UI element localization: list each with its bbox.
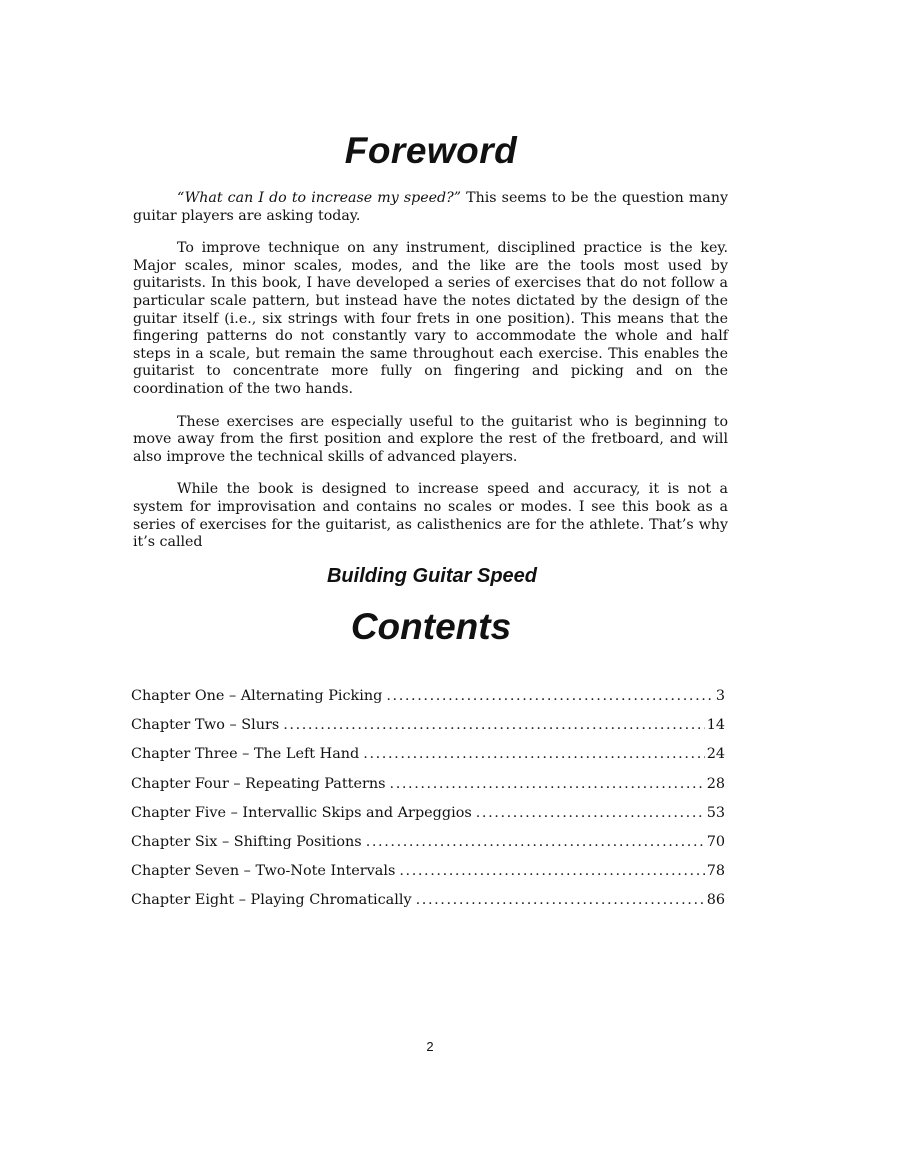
toc-leader-dots: [366, 834, 705, 850]
foreword-paragraph-4: While the book is designed to increase speed and accuracy, it is not a system for improvisation and contains no scales or modes. I see this book as a series of exercises for the guitarist, as calisthenics are for the athlete. That’s why it’s called: [133, 481, 728, 551]
toc-entry-label: Chapter Seven – Two-Note Intervals: [131, 863, 396, 880]
table-of-contents: [131, 688, 725, 922]
toc-entry-label: Chapter Eight – Playing Chromatically: [131, 892, 412, 909]
toc-leader-dots: [386, 688, 713, 704]
toc-entry: [131, 892, 725, 921]
foreword-paragraph-1-text: This seems to be the question many guitar players are asking today.: [133, 190, 728, 224]
toc-leader-dots: [416, 892, 705, 908]
toc-entry: [131, 717, 725, 746]
toc-entry-page: 53: [706, 804, 725, 821]
toc-leader-dots: [283, 717, 704, 733]
toc-leader-dots: [363, 746, 704, 762]
toc-entry-label: Chapter Five – Intervallic Skips and Arpeggios: [131, 804, 472, 821]
foreword-quote: “What can I do to increase my speed?”: [177, 190, 461, 206]
toc-entry: [131, 776, 725, 805]
toc-entry-label: Chapter One – Alternating Picking: [131, 688, 383, 704]
foreword-paragraph-2: To improve technique on any instrument, disciplined practice is the key. Major scales, minor scales, modes, and the like are the tools most used by guitarists. In this book, I have developed a series of exercises that do not follow a particular scale pattern, but instead have the notes dictated by the design of the guitar itself (i.e., six strings with four frets in one position). This means that the fingering patterns do not constantly vary to accommodate the whole and half steps in a scale, but remain the same throughout each exercise. This enables the guitarist to concentrate more fully on fingering and picking and on the coordination of the two hands.: [133, 240, 728, 397]
page-number: 2: [426, 1039, 434, 1054]
foreword-body: [133, 190, 728, 567]
toc-entry: [131, 834, 725, 863]
toc-entry-page: 28: [706, 775, 725, 792]
toc-entry-label: Chapter Two – Slurs: [131, 717, 280, 734]
toc-entry-label: Chapter Six – Shifting Positions: [131, 833, 362, 850]
toc-entry-page: 78: [706, 863, 725, 880]
book-title: Building Guitar Speed: [326, 565, 537, 587]
foreword-paragraph-1: [133, 190, 728, 225]
toc-leader-dots: [399, 863, 704, 879]
foreword-title: Foreword: [344, 130, 518, 171]
toc-leader-dots: [476, 805, 705, 821]
toc-entry-page: 86: [706, 892, 725, 909]
toc-entry-label: Chapter Three – The Left Hand: [131, 746, 360, 763]
toc-entry-label: Chapter Four – Repeating Patterns: [131, 775, 386, 792]
toc-entry: [131, 863, 725, 892]
toc-entry-page: 70: [706, 833, 725, 850]
toc-entry-page: 3: [715, 688, 725, 704]
toc-entry: [131, 746, 725, 775]
toc-entry-page: 14: [706, 717, 725, 734]
foreword-paragraph-3: These exercises are especially useful to the guitarist who is beginning to move away from the first position and explore the rest of the fretboard, and will also improve the technical skills of advanced players.: [133, 413, 728, 465]
toc-leader-dots: [390, 776, 705, 792]
contents-title: Contents: [350, 606, 512, 647]
toc-entry: [131, 805, 725, 834]
toc-entry-page: 24: [706, 746, 725, 763]
toc-entry: [131, 688, 725, 717]
